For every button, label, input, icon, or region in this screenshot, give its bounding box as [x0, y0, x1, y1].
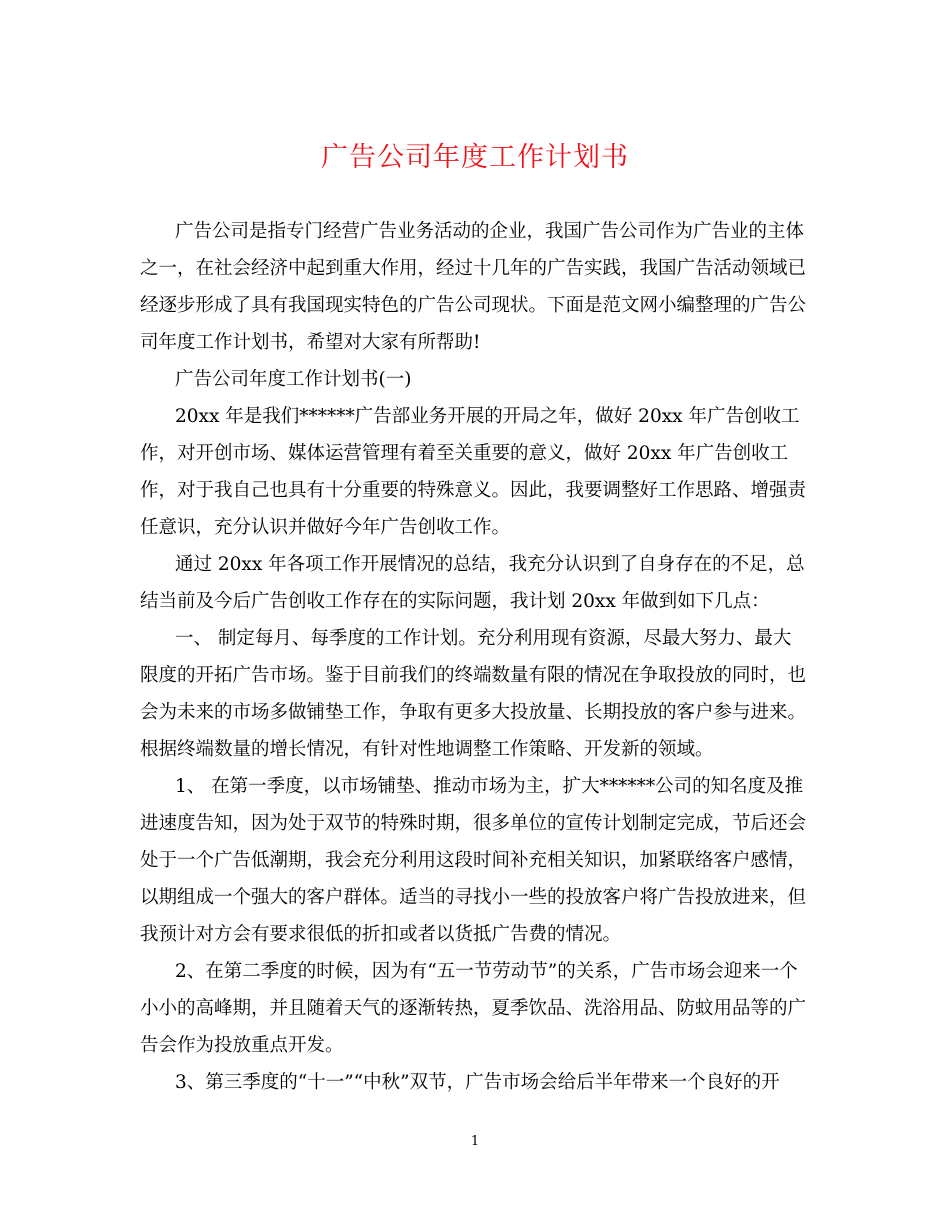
body-line: 作，对开创市场、媒体运营管理有着至关重要的意义，做好 20xx 年广告创收工: [140, 443, 789, 464]
body-line: 经逐步形成了具有我国现实特色的广告公司现状。下面是范文网小编整理的广告公: [140, 295, 807, 316]
body-line: 根据终端数量的增长情况，有针对性地调整工作策略、开发新的领域。: [140, 739, 714, 760]
body-line: 一、 制定每月、每季度的工作计划。充分利用现有资源，尽最大努力、最大: [175, 628, 792, 649]
body-line: 我预计对方会有要求很低的折扣或者以货抵广告费的情况。: [140, 924, 622, 945]
page-number: 1: [470, 1134, 480, 1149]
document-body: [140, 213, 812, 1101]
body-line: 1、 在第一季度，以市场铺垫、推动市场为主，扩大******公司的知名度及推: [175, 776, 804, 797]
body-line: 3、第三季度的“十一”“中秋”双节，广告市场会给后半年带来一个良好的开: [175, 1072, 780, 1093]
body-line: 2、在第二季度的时候，因为有“五一节劳动节”的关系，广告市场会迎来一个: [175, 961, 798, 982]
body-line: 以期组成一个强大的客户群体。适当的寻找小一些的投放客户将广告投放进来，但: [140, 887, 807, 908]
document-title: 广告公司年度工作计划书: [321, 142, 629, 173]
body-line: 结当前及今后广告创收工作存在的实际问题，我计划 20xx 年做到如下几点：: [140, 591, 770, 612]
body-line: 处于一个广告低潮期，我会充分利用这段时间补充相关知识，加紧联络客户感情，: [140, 850, 807, 871]
body-line: 进速度告知，因为处于双节的特殊时期，很多单位的宣传计划制定完成，节后还会: [140, 813, 807, 834]
body-line: 司年度工作计划书，希望对大家有所帮助!: [140, 332, 481, 353]
body-line: 广告公司是指专门经营广告业务活动的企业，我国广告公司作为广告业的主体: [175, 221, 805, 242]
body-line: 通过 20xx 年各项工作开展情况的总结，我充分认识到了自身存在的不足，总: [175, 554, 805, 575]
body-line: 广告公司年度工作计划书(一): [175, 369, 412, 390]
body-line: 任意识，充分认识并做好今年广告创收工作。: [140, 517, 511, 538]
body-line: 限度的开拓广告市场。鉴于目前我们的终端数量有限的情况在争取投放的同时，也: [140, 665, 807, 686]
body-line: 作，对于我自己也具有十分重要的特殊意义。因此，我要调整好工作思路、增强责: [140, 480, 807, 501]
body-line: 之一，在社会经济中起到重大作用，经过十几年的广告实践，我国广告活动领域已: [140, 258, 807, 279]
body-line: 20xx 年是我们******广告部业务开展的开局之年，做好 20xx 年广告创收工: [175, 406, 800, 427]
body-line: 会为未来的市场多做铺垫工作，争取有更多大投放量、长期投放的客户参与进来。: [140, 702, 807, 723]
body-line: 小小的高峰期，并且随着天气的逐渐转热，夏季饮品、洗浴用品、防蚊用品等的广: [140, 998, 807, 1019]
body-line: 告会作为投放重点开发。: [140, 1035, 344, 1056]
